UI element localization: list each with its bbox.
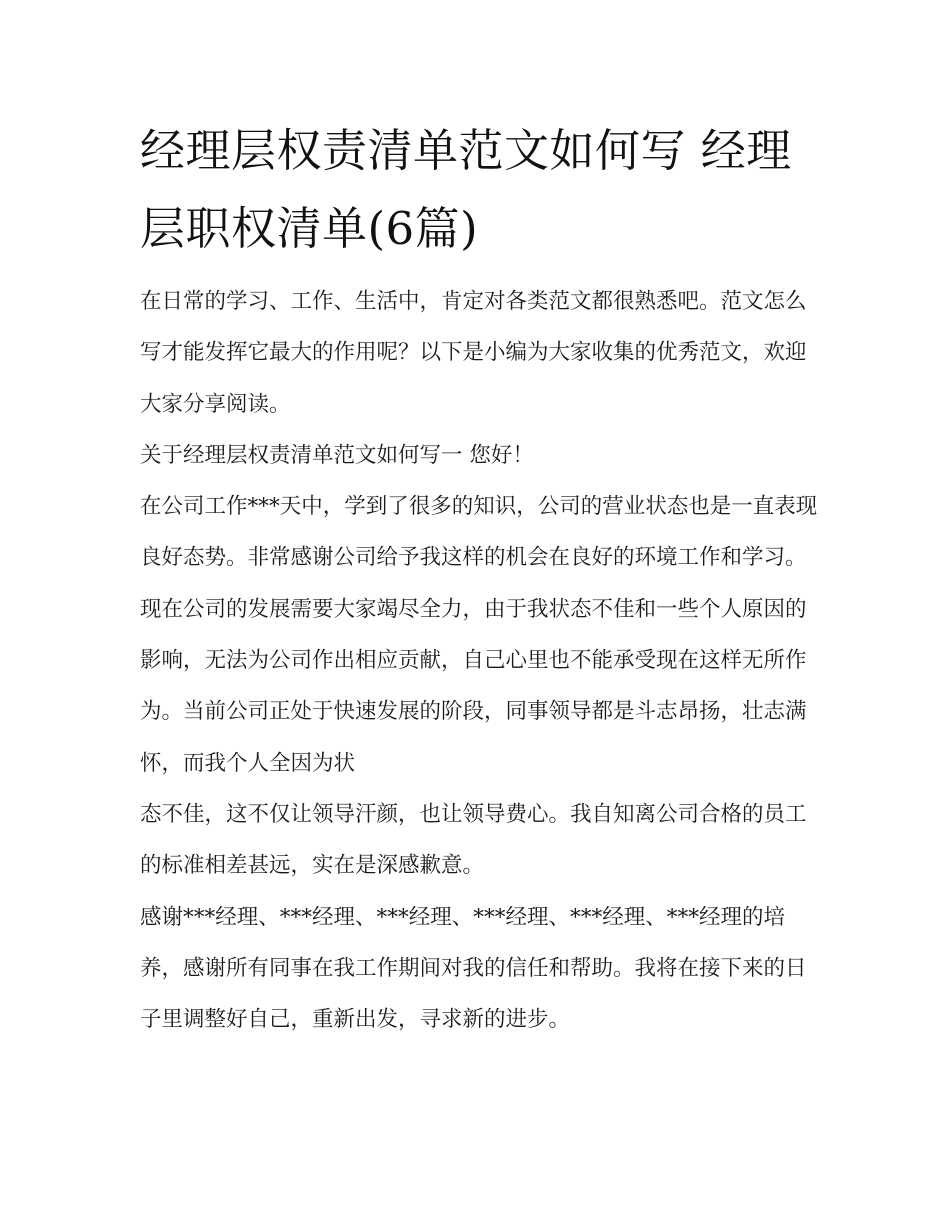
paragraph-thanks: 感谢***经理、***经理、***经理、***经理、***经理、***经理的培养，感谢所有同事在我工作期间对我的信任和帮助。我将在接下来的日子里调整好自己，重新出发，寻求新的进步。 xyxy=(140,904,807,1033)
paragraph-apology: 态不佳，这不仅让领导汗颜，也让领导费心。我自知离公司合格的员工的标准相差甚远，实在是深感歉意。 xyxy=(140,801,807,879)
document-body xyxy=(140,276,820,1045)
paragraph-work-experience: 在公司工作***天中，学到了很多的知识，公司的营业状态也是一直表现良好态势。非常感谢公司给予我这样的机会在良好的环境工作和学习。现在公司的发展需要大家竭尽全力，由于我状态不佳和一些个人原因的影响，无法为公司作出相应贡献，自己心里也不能承受现在这样无所作为。当前公司正处于快速发展的阶段，同事领导都是斗志昂扬，壮志满怀，而我个人全因为状 xyxy=(140,494,818,776)
paragraph-section-heading: 关于经理层权责清单范文如何写一 您好！ xyxy=(140,442,534,468)
paragraph-intro: 在日常的学习、工作、生活中，肯定对各类范文都很熟悉吧。范文怎么写才能发挥它最大的作用呢？以下是小编为大家收集的优秀范文，欢迎大家分享阅读。 xyxy=(140,289,807,417)
document-title: 经理层权责清单范文如何写 经理层职权清单(6篇) xyxy=(140,124,792,255)
